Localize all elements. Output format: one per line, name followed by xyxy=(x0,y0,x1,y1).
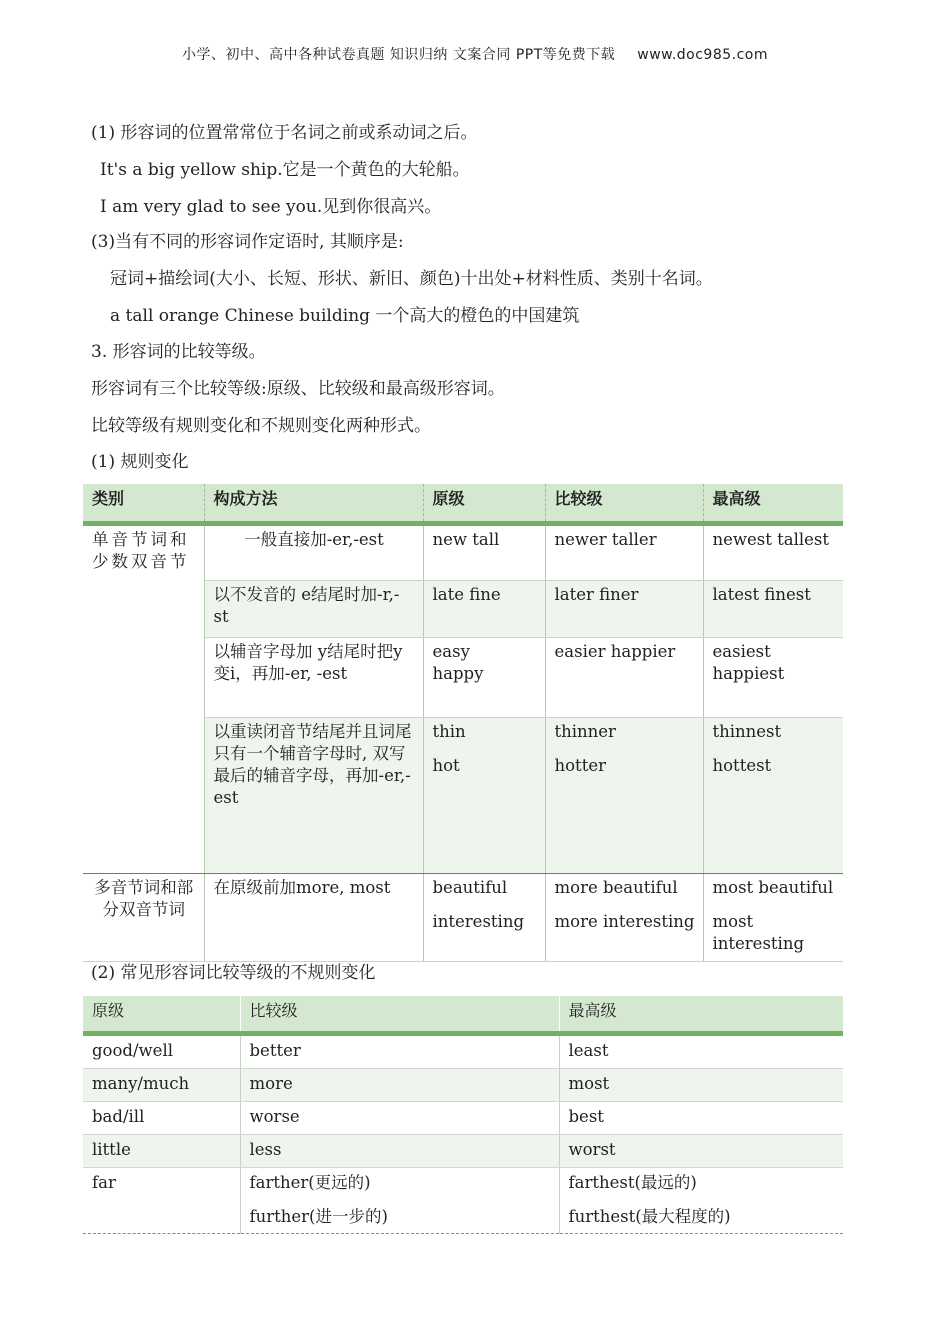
cell: late fine xyxy=(423,581,545,638)
cell: latest finest xyxy=(703,581,843,638)
irregular-comparison-table xyxy=(83,996,843,1234)
column-header: 比较级 xyxy=(545,484,703,524)
method-cell: 以辅音字母加 y结尾时把y变i，再加-er, -est xyxy=(204,638,423,718)
table-header-row xyxy=(83,484,843,524)
cell: easiest happiest xyxy=(703,638,843,718)
text-line: a tall orange Chinese building 一个高大的橙色的中国建筑 xyxy=(110,306,580,326)
cell: less xyxy=(240,1135,559,1168)
column-header: 最高级 xyxy=(559,996,843,1034)
cell-word: more interesting xyxy=(554,912,695,931)
cell: little xyxy=(83,1135,240,1168)
category-cell: 单音节词和少数双音节 xyxy=(83,524,204,874)
cell: best xyxy=(559,1102,843,1135)
cell-word: further(进一步的) xyxy=(249,1207,388,1226)
cell-word: hot xyxy=(432,756,460,775)
text-line: (3)当有不同的形容词作定语时, 其顺序是: xyxy=(91,232,404,252)
cell: easy happy xyxy=(423,638,545,718)
cell-word: interesting xyxy=(432,912,525,931)
regular-comparison-table xyxy=(83,484,843,962)
cell: more xyxy=(240,1069,559,1102)
method-cell: 以不发音的 e结尾时加-r,-st xyxy=(204,581,423,638)
cell: better xyxy=(240,1034,559,1069)
text-line: I am very glad to see you.见到你很高兴。 xyxy=(100,197,442,217)
column-header: 构成方法 xyxy=(204,484,423,524)
cell-word: thin xyxy=(432,722,466,741)
text-line: 冠词+描绘词(大小、长短、形状、新旧、颜色)十出处+材料性质、类别十名词。 xyxy=(110,269,713,289)
text-line: 3. 形容词的比较等级。 xyxy=(91,342,266,362)
cell-word: thinnest xyxy=(712,722,782,741)
method-cell: 在原级前加more, most xyxy=(204,874,423,962)
cell-word: thinner xyxy=(554,722,616,741)
cell: easier happier xyxy=(545,638,703,718)
category-cell: 多音节词和部分双音节词 xyxy=(83,874,204,962)
cell: many/much xyxy=(83,1069,240,1102)
cell xyxy=(703,874,843,962)
cell xyxy=(545,874,703,962)
cell: new tall xyxy=(423,524,545,581)
cell-word: more beautiful xyxy=(554,878,678,897)
column-header: 最高级 xyxy=(703,484,843,524)
cell xyxy=(559,1168,843,1234)
text-line: (1) 形容词的位置常常位于名词之前或系动词之后。 xyxy=(91,123,478,143)
cell: far xyxy=(83,1168,240,1234)
cell: good/well xyxy=(83,1034,240,1069)
text-line: 比较等级有规则变化和不规则变化两种形式。 xyxy=(91,416,431,436)
table-row xyxy=(83,1102,843,1135)
cell-word: most beautiful xyxy=(712,878,834,897)
cell: least xyxy=(559,1034,843,1069)
column-header: 原级 xyxy=(83,996,240,1034)
cell-word: hotter xyxy=(554,756,606,775)
page-header xyxy=(0,44,950,64)
text-line: (1) 规则变化 xyxy=(91,452,189,472)
column-header: 比较级 xyxy=(240,996,559,1034)
table-row xyxy=(83,524,843,581)
method-cell: 以重读闭音节结尾并且词尾只有一个辅音字母时, 双写最后的辅音字母，再加-er,-est xyxy=(204,718,423,874)
cell xyxy=(545,718,703,874)
table-header-row xyxy=(83,996,843,1034)
cell: worse xyxy=(240,1102,559,1135)
cell-word: most interesting xyxy=(712,912,805,953)
table-row xyxy=(83,874,843,962)
header-url[interactable]: www.doc985.com xyxy=(637,47,769,63)
cell: newest tallest xyxy=(703,524,843,581)
column-header: 类别 xyxy=(83,484,204,524)
table-row xyxy=(83,1135,843,1168)
table-row xyxy=(83,1069,843,1102)
cell: bad/ill xyxy=(83,1102,240,1135)
cell-word: hottest xyxy=(712,756,772,775)
text-line: 形容词有三个比较等级:原级、比较级和最高级形容词。 xyxy=(91,379,505,399)
cell-word: farther(更远的) xyxy=(249,1173,371,1192)
cell xyxy=(240,1168,559,1234)
text-line: It's a big yellow ship.它是一个黄色的大轮船。 xyxy=(100,160,470,180)
cell: worst xyxy=(559,1135,843,1168)
cell xyxy=(423,874,545,962)
column-header: 原级 xyxy=(423,484,545,524)
cell-word: farthest(最远的) xyxy=(568,1173,697,1192)
cell-word: beautiful xyxy=(432,878,508,897)
section-title: (2) 常见形容词比较等级的不规则变化 xyxy=(91,963,376,983)
cell: later finer xyxy=(545,581,703,638)
table-row xyxy=(83,1034,843,1069)
method-cell: 一般直接加-er,-est xyxy=(204,524,423,581)
cell: newer taller xyxy=(545,524,703,581)
cell-word: furthest(最大程度的) xyxy=(568,1207,731,1226)
cell xyxy=(703,718,843,874)
table-row xyxy=(83,1168,843,1234)
cell xyxy=(423,718,545,874)
header-text: 小学、初中、高中各种试卷真题 知识归纳 文案合同 PPT等免费下载 xyxy=(181,47,616,63)
cell: most xyxy=(559,1069,843,1102)
